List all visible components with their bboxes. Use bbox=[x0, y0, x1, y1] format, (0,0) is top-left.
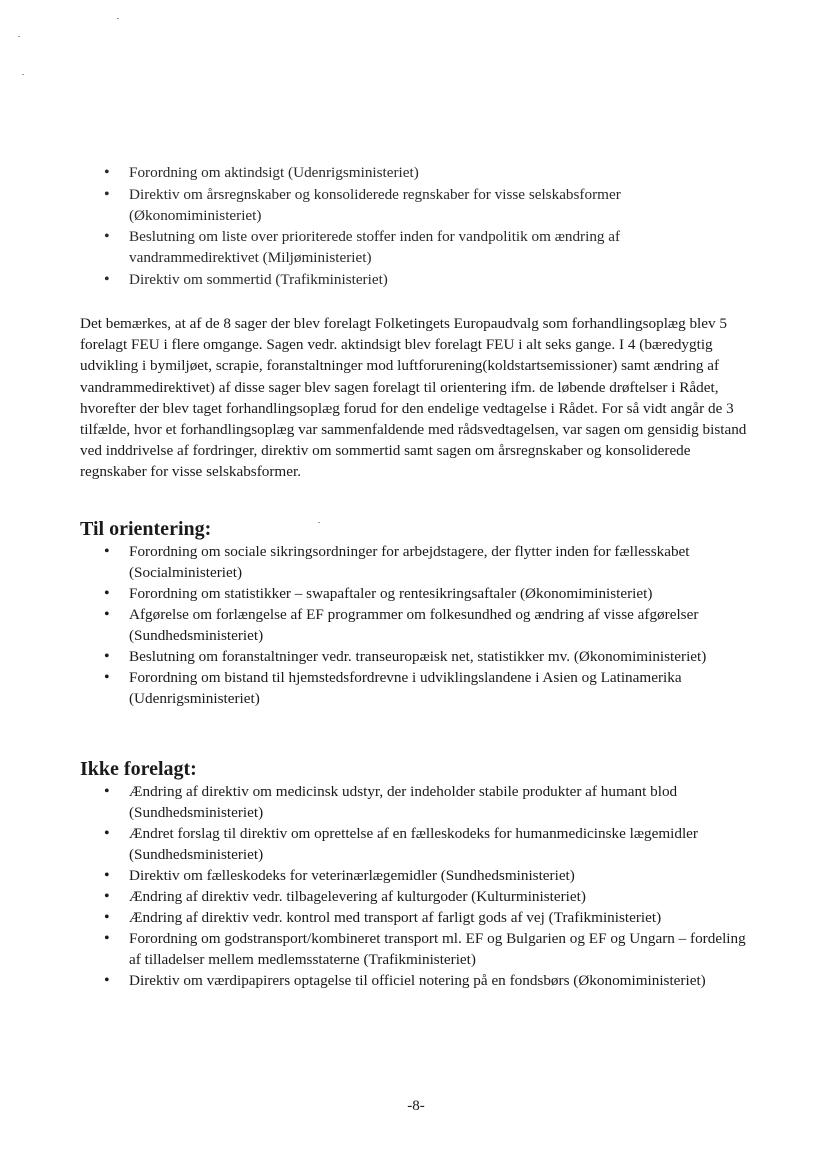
body-paragraph: Det bemærkes, at af de 8 sager der blev forelagt Folketingets Europaudvalg som forhandlingsoplæg blev 5 forelagt FEU i flere omgange. Sagen vedr. aktindsigt blev forelagt FEU i alt seks gange. I 4 (bæredygtig udvikling i bymiljøet, scrapie, foranstaltninger mod luftforurening(koldstartsemissioner) samt ændring af vandrammedirektivet) af disse sager blev sagen forelagt til orientering ifm. de løbende drøftelser i Rådet, hvorefter der blev taget forhandlingsoplæg forud for den endelige vedtagelse i Rådet. For så vidt angår de 3 tilfælde, hvor et forhandlingsoplæg var sammenfaldende med rådsvedtagelsen, var sagen om gensidig bistand ved inddrivelse af fordringer, direktiv om sommertid samt sagen om årsregnskaber og konsoliderede regnskaber for visse selskabsformer. bbox=[80, 315, 747, 481]
intro-bullet-list bbox=[82, 162, 742, 290]
section-heading-orientering: Til orientering: bbox=[80, 518, 212, 540]
page-number: -8- bbox=[407, 1098, 425, 1114]
scan-speck bbox=[318, 522, 320, 523]
list-item: • Beslutning om liste over prioriterede stoffer inden for vandpolitik om ændring af vandrammedirektivet (Miljøministeriet) bbox=[82, 226, 742, 268]
list-item: • Ændring af direktiv vedr. kontrol med transport af farligt gods af vej (Trafikministeriet) bbox=[82, 907, 750, 928]
scan-speck bbox=[18, 36, 20, 37]
ikke-forelagt-bullet-list bbox=[82, 781, 750, 991]
list-item: • Forordning om aktindsigt (Udenrigsministeriet) bbox=[82, 162, 742, 183]
list-item: • Ændring af direktiv om medicinsk udstyr, der indeholder stabile produkter af humant blod (Sundhedsministeriet) bbox=[82, 781, 750, 823]
list-item: • Direktiv om fælleskodeks for veterinærlægemidler (Sundhedsministeriet) bbox=[82, 865, 750, 886]
orientering-bullet-list bbox=[82, 541, 750, 709]
list-item: • Forordning om statistikker – swapaftaler og rentesikringsaftaler (Økonomiministeriet) bbox=[82, 583, 750, 604]
section-heading-ikke-forelagt: Ikke forelagt: bbox=[80, 758, 197, 780]
list-item: • Forordning om godstransport/kombineret transport ml. EF og Bulgarien og EF og Ungarn – fordeling af tilladelser mellem medlemsstaterne (Trafikministeriet) bbox=[82, 928, 750, 970]
list-item: • Direktiv om årsregnskaber og konsoliderede regnskaber for visse selskabsformer (Økonomiministeriet) bbox=[82, 184, 742, 226]
list-item: • Forordning om bistand til hjemstedsfordrevne i udviklingslandene i Asien og Latinamerika (Udenrigsministeriet) bbox=[82, 667, 750, 709]
scan-speck bbox=[117, 18, 119, 19]
list-item: • Ændring af direktiv vedr. tilbagelevering af kulturgoder (Kulturministeriet) bbox=[82, 886, 750, 907]
list-item: • Beslutning om foranstaltninger vedr. transeuropæisk net, statistikker mv. (Økonomiministeriet) bbox=[82, 646, 750, 667]
list-item: • Direktiv om værdipapirers optagelse til officiel notering på en fondsbørs (Økonomiministeriet) bbox=[82, 970, 750, 991]
list-item: • Ændret forslag til direktiv om oprettelse af en fælleskodeks for humanmedicinske lægemidler (Sundhedsministeriet) bbox=[82, 823, 750, 865]
scan-speck bbox=[22, 74, 24, 75]
list-item: • Afgørelse om forlængelse af EF programmer om folkesundhed og ændring af visse afgørelser (Sundhedsministeriet) bbox=[82, 604, 750, 646]
list-item: • Direktiv om sommertid (Trafikministeriet) bbox=[82, 269, 742, 290]
list-item: • Forordning om sociale sikringsordninger for arbejdstagere, der flytter inden for fællesskabet (Socialministeriet) bbox=[82, 541, 750, 583]
